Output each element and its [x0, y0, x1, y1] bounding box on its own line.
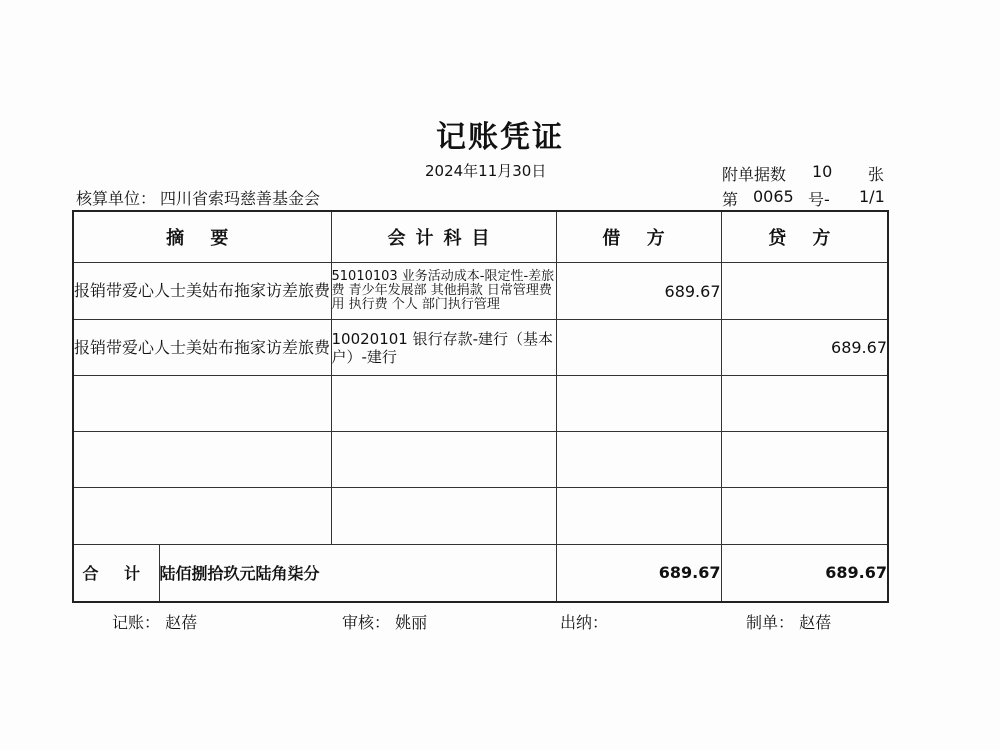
- row-debit: [556, 320, 721, 376]
- row-account: [331, 488, 556, 545]
- row-debit: 689.67: [556, 263, 721, 320]
- row-debit: [556, 376, 721, 432]
- header-account: 会计科目: [331, 211, 556, 263]
- total-credit: 689.67: [721, 545, 888, 602]
- cashier-signature: 出纳：: [560, 613, 609, 632]
- row-summary: [73, 488, 331, 545]
- voucher-number-suffix: 号-: [808, 190, 830, 209]
- table-row: [73, 320, 888, 376]
- bookkeeper-signature: 记账： 赵蓓: [112, 613, 198, 632]
- preparer-signature: 制单： 赵蓓: [746, 613, 832, 632]
- total-row: [73, 545, 888, 602]
- attachments-unit: 张: [868, 165, 885, 184]
- unit-label: 核算单位：: [76, 189, 157, 208]
- header-credit: 贷 方: [721, 211, 888, 263]
- voucher-title: 记账凭证: [436, 120, 564, 155]
- voucher-number-label: 第: [722, 190, 739, 209]
- header-debit: 借 方: [556, 211, 721, 263]
- table-row: [73, 263, 888, 320]
- row-account: [331, 432, 556, 488]
- row-credit: 689.67: [721, 320, 888, 376]
- attachments-label: 附单据数: [722, 165, 787, 184]
- row-summary: 报销带爱心人士美姑布拖家访差旅费: [73, 320, 331, 376]
- attachments-count: 10: [812, 162, 833, 181]
- table-row: [73, 376, 888, 432]
- row-credit: [721, 376, 888, 432]
- header-summary: 摘 要: [73, 211, 331, 263]
- row-account: [331, 376, 556, 432]
- voucher-table: [72, 210, 889, 603]
- table-header-row: [73, 211, 888, 263]
- row-account: 10020101 银行存款-建行（基本户）-建行: [331, 320, 556, 376]
- row-credit: [721, 263, 888, 320]
- row-summary: 报销带爱心人士美姑布拖家访差旅费: [73, 263, 331, 320]
- row-summary: [73, 376, 331, 432]
- total-label: 合 计: [73, 545, 159, 602]
- total-amount-words: 陆佰捌拾玖元陆角柒分: [159, 545, 556, 602]
- table-row: [73, 488, 888, 545]
- unit-name: 四川省索玛慈善基金会: [160, 189, 321, 208]
- voucher-date: 2024年11月30日: [425, 162, 547, 180]
- row-debit: [556, 432, 721, 488]
- voucher-number: 0065: [753, 187, 794, 206]
- row-debit: [556, 488, 721, 545]
- row-summary: [73, 432, 331, 488]
- table-row: [73, 432, 888, 488]
- total-debit: 689.67: [556, 545, 721, 602]
- row-credit: [721, 488, 888, 545]
- row-credit: [721, 432, 888, 488]
- row-account: 51010103 业务活动成本-限定性-差旅费 青少年发展部 其他捐款 日常管理费用 执行费 个人 部门执行管理: [331, 263, 556, 320]
- reviewer-signature: 审核： 姚丽: [342, 613, 428, 632]
- voucher-page-count: 1/1: [859, 187, 885, 206]
